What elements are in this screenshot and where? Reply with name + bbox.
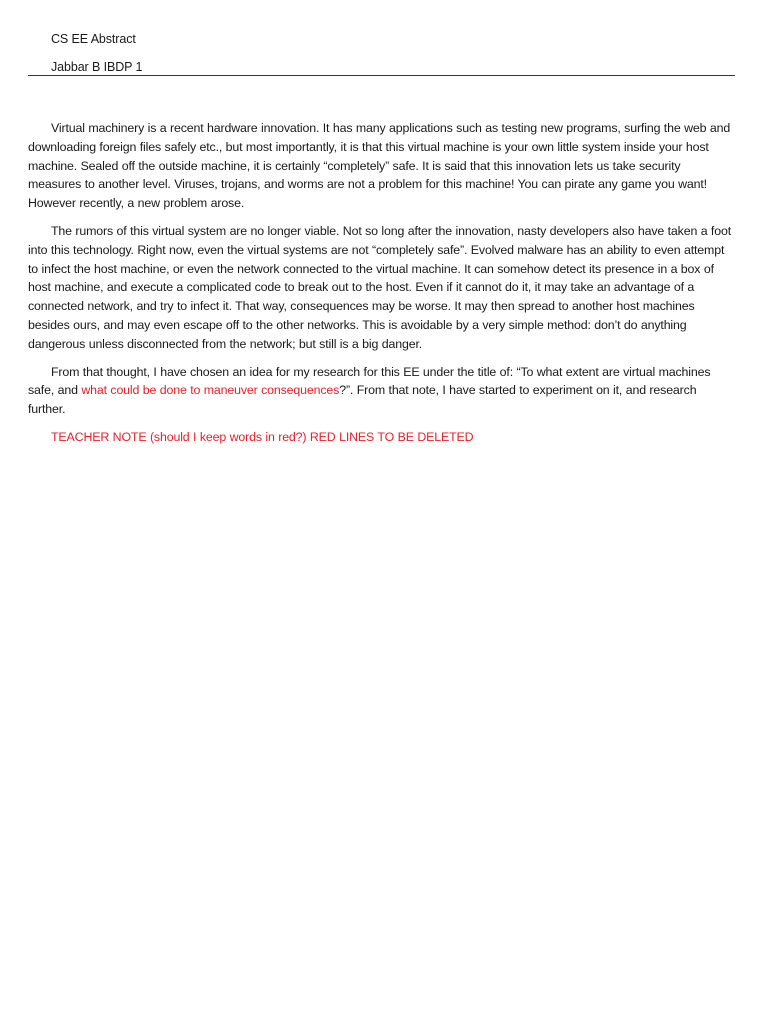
document-title: CS EE Abstract [51,32,136,46]
paragraph-2: The rumors of this virtual system are no longer viable. Not so long after the innovation, nasty developers also have taken a foot into this technology. Right now, even the virtual systems are not “completely safe”. Evolved malware has an ability to even attempt to infect the host machine, or even the network connected to the virtual machine. It can somehow detect its presence in a box of host machine, and execute a complicated code to break out to the host. Even if it cannot do it, it may take an advantage of a connected network, and try to infect it. That way, consequences may be worse. It may then spread to another host machines besides ours, and may even escape off to the other networks. This is avoidable by a very simple method: don’t do anything dangerous unless disconnected from the network; but still is a big danger. [28,223,731,351]
paragraph-3-end: ?”. From that note, I have started to experiment on it, and research further. [28,383,697,417]
teacher-note: TEACHER NOTE (should I keep words in red?) RED LINES TO BE DELETED [51,429,474,444]
red-highlighted-phrase: what could be done to maneuver consequences [81,383,340,398]
paragraph-1: Virtual machinery is a recent hardware innovation. It has many applications such as testing new programs, surfing the web and downloading foreign files safely etc., but most importantly, it is that this virtual machine is your own little system inside your host machine. Sealed off the outside machine, it is certainly “completely” safe. It is said that this innovation lets us take security measures to another level. Viruses, trojans, and worms are not a problem for this machine! You can pirate any game you want! However recently, a new problem arose. [28,121,731,211]
header-divider [28,75,735,76]
abstract-body [28,119,735,447]
paragraph-3-start: From that thought, I have chosen an idea for my research for this EE under the title of: “To what extent are virtual machines safe, and [28,364,711,398]
author-line: Jabbar B IBDP 1 [51,60,143,74]
paragraph-3 [28,363,735,419]
